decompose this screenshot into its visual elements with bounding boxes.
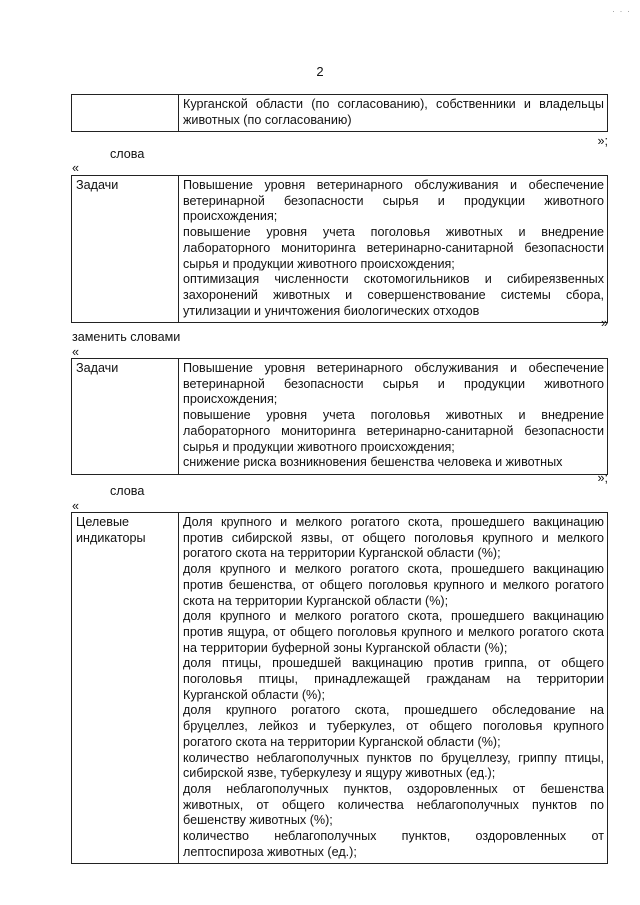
table-row xyxy=(72,359,608,475)
table-cell-empty xyxy=(72,95,179,132)
table-row xyxy=(72,95,608,132)
text-line: доля крупного и мелкого рогатого скота, прошедшего вакцинацию xyxy=(183,562,604,577)
page-number: 2 xyxy=(316,64,324,79)
text-line: оптимизация численности скотомогильников и сибиреязвенных xyxy=(183,272,604,287)
table-continuation xyxy=(71,94,608,132)
text-line: повышение уровня учета поголовья животных и внедрение xyxy=(183,408,604,423)
closing-quote-3: »; xyxy=(597,471,608,485)
table-cell-text xyxy=(179,513,608,864)
scan-corner-mark: · · · xyxy=(612,6,631,16)
closing-quote-2: » xyxy=(600,316,608,330)
table-cell-label: Задачи xyxy=(72,176,179,323)
text-line: на территории буферной зоны Курганской области (%); xyxy=(183,640,508,655)
text-line: рогатого скота на территории Курганской области (%); xyxy=(183,734,501,749)
text-line: лептоспироза животных (ед.); xyxy=(183,844,357,859)
table-tasks-replacement xyxy=(71,358,608,475)
text-line: животных, от общего количества неблагополучных пунктов по xyxy=(183,797,604,812)
table-cell-text xyxy=(179,359,608,475)
text-line: поголовья птицы, принадлежащей гражданам на территории xyxy=(183,672,604,687)
text-line: рогатого скота на территории Курганской области (%); xyxy=(183,546,501,561)
text-line: количество неблагополучных пунктов, оздоровленных от xyxy=(183,829,604,844)
opening-quote-3: « xyxy=(72,499,80,513)
table-cell-text xyxy=(179,95,608,132)
text-line: животных (по согласованию) xyxy=(183,112,352,127)
opening-quote-2: « xyxy=(72,345,80,359)
table-tasks-original xyxy=(71,175,608,323)
text-line: Курганской области (по согласованию), собственники и владельцы xyxy=(183,97,604,111)
text-line: бруцеллез, лейкоз и туберкулез, от общего поголовья крупного xyxy=(183,719,604,734)
label-line-1: Целевые xyxy=(76,515,130,529)
word-zamenit: заменить словами xyxy=(72,330,181,344)
text-line: лабораторного мониторинга ветеринарно-санитарной безопасности xyxy=(183,240,604,255)
table-cell-label: Задачи xyxy=(72,359,179,475)
text-line: лабораторного мониторинга ветеринарно-санитарной безопасности xyxy=(183,423,604,438)
table-row xyxy=(72,513,608,864)
text-line: ветеринарной безопасности сырья и продукции животного xyxy=(183,193,604,208)
word-slova-2: слова xyxy=(110,484,145,498)
table-row xyxy=(72,176,608,323)
text-line: количество неблагополучных пунктов по бруцеллезу, гриппу птицы, xyxy=(183,750,604,765)
text-line: сибирской язве, туберкулезу и ящуру животных (ед.); xyxy=(183,766,496,781)
text-line: утилизации и уничтожения биологических отходов xyxy=(183,303,480,318)
text-line: снижение риска возникновения бешенства человека и животных xyxy=(183,455,563,470)
text-line: ветеринарной безопасности сырья и продукции животного xyxy=(183,376,604,391)
text-line: доля крупного рогатого скота, прошедшего обследование на xyxy=(183,703,604,718)
text-line: доля птицы, прошедшей вакцинацию против гриппа, от общего xyxy=(183,656,604,671)
table-target-indicators xyxy=(71,512,608,864)
text-line: Курганской области (%); xyxy=(183,687,325,702)
text-line: происхождения; xyxy=(183,392,278,407)
text-line: захоронений животных и совершенствование системы сбора, xyxy=(183,287,604,302)
text-line: против бешенства, от общего поголовья крупного и мелкого рогатого xyxy=(183,577,604,592)
text-line: против сибирской язвы, от общего поголовья крупного и мелкого xyxy=(183,530,604,545)
text-line: доля неблагополучных пунктов, оздоровленных от бешенства xyxy=(183,781,604,796)
text-line: сырья и продукции животного происхождения; xyxy=(183,439,455,454)
closing-quote-1: »; xyxy=(597,134,608,148)
label-line-2: индикаторы xyxy=(76,530,146,545)
text-line: Доля крупного и мелкого рогатого скота, прошедшего вакцинацию xyxy=(183,515,604,529)
word-slova-1: слова xyxy=(110,147,145,161)
text-line: против ящура, от общего поголовья крупного и мелкого рогатого скота xyxy=(183,624,604,639)
text-line: доля крупного и мелкого рогатого скота, прошедшего вакцинацию xyxy=(183,609,604,624)
text-line: бешенству животных (%); xyxy=(183,813,333,828)
table-cell-label xyxy=(72,513,179,864)
text-line: происхождения; xyxy=(183,209,278,224)
text-line: повышение уровня учета поголовья животных и внедрение xyxy=(183,225,604,240)
text-line: сырья и продукции животного происхождения; xyxy=(183,256,455,271)
text-line: Повышение уровня ветеринарного обслуживания и обеспечение xyxy=(183,361,604,375)
text-line: Повышение уровня ветеринарного обслуживания и обеспечение xyxy=(183,178,604,192)
table-cell-text xyxy=(179,176,608,323)
opening-quote-1: « xyxy=(72,161,80,175)
text-line: скота на территории Курганской области (%); xyxy=(183,593,449,608)
